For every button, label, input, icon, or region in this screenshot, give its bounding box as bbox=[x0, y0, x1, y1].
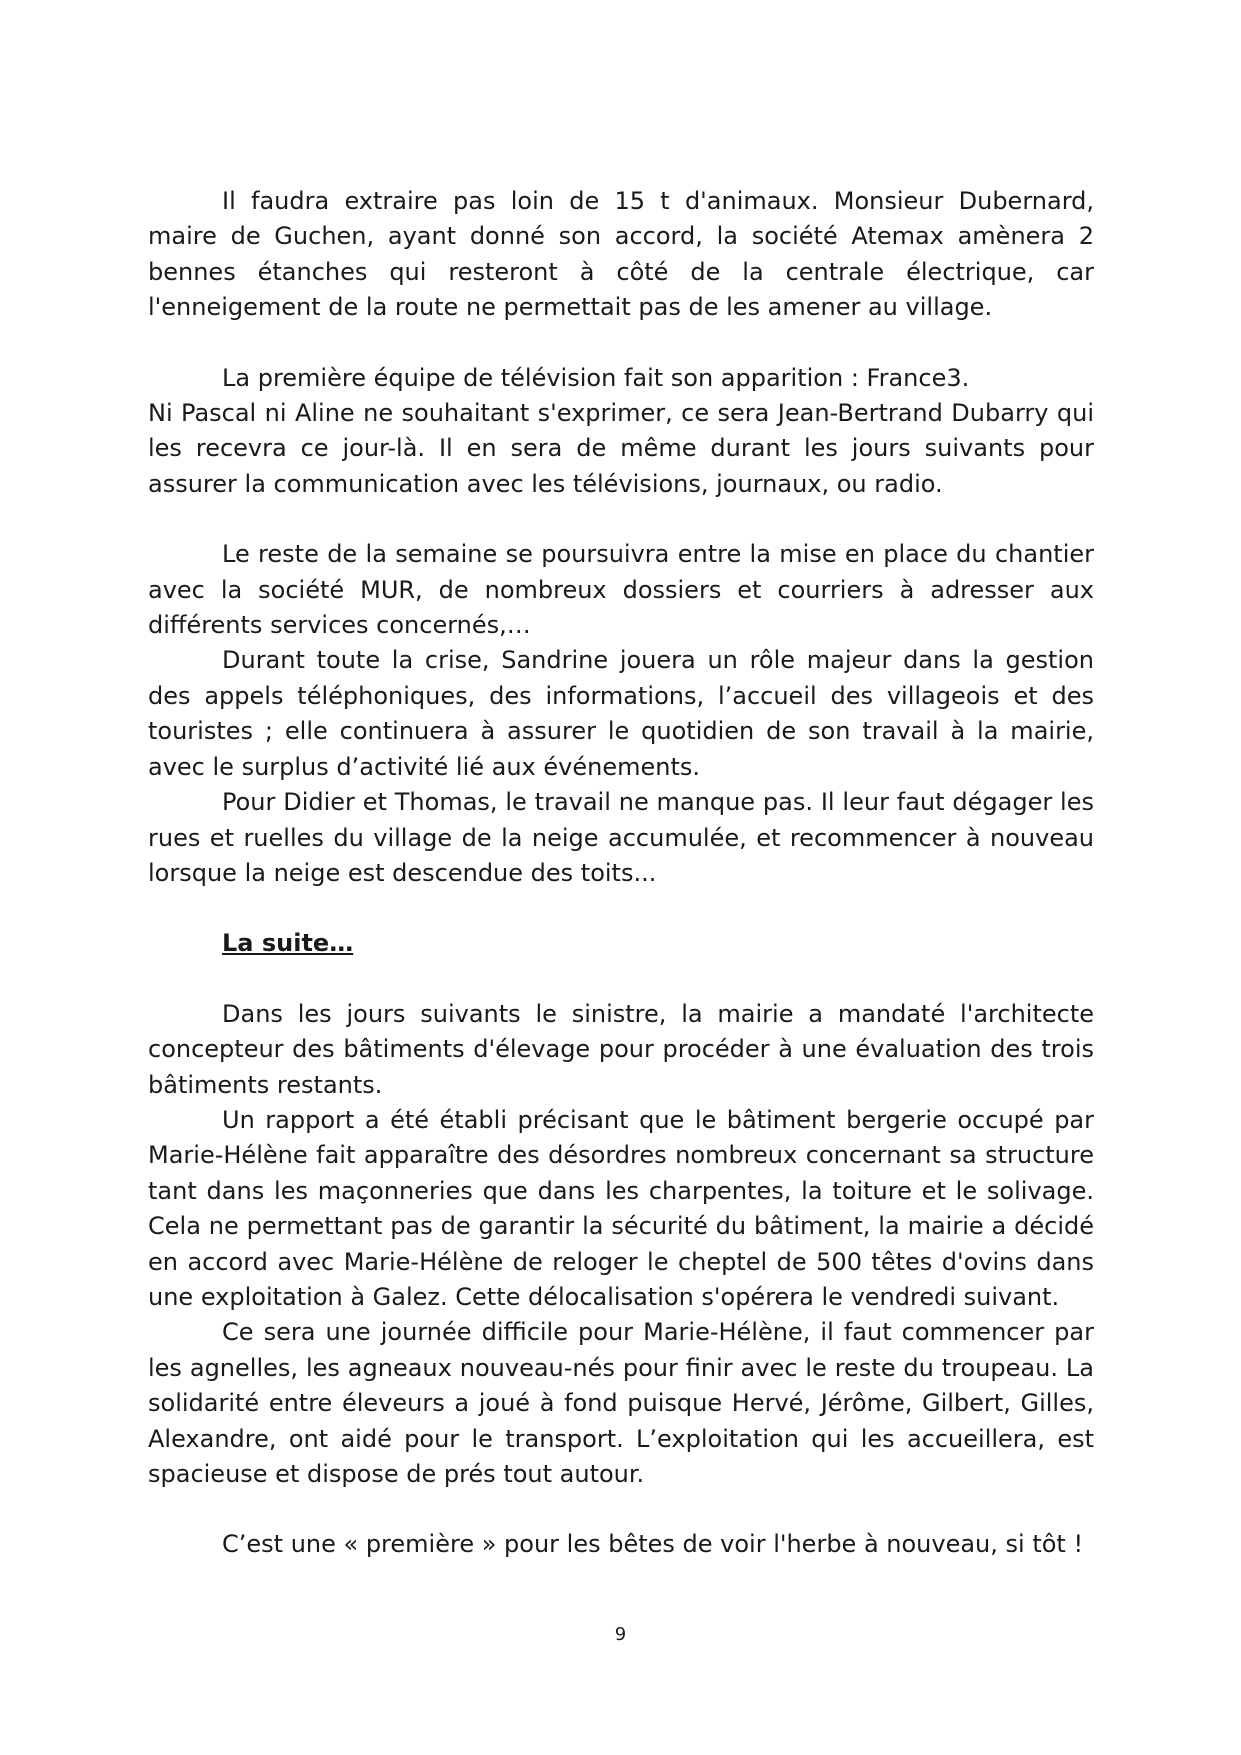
paragraph-television-crew: La première équipe de télévision fait son apparition : France3. bbox=[222, 363, 970, 392]
paragraph-difficult-day: Ce sera une journée difficile pour Marie-Hélène, il faut commencer par les agnelles, les agneaux nouveau-nés pour finir avec le reste du troupeau. La solidarité entre éleveurs a joué à fond puisque Hervé, Jérôme, Gilbert, Gilles, Alexandre, ont aidé pour le transport. L’exploitation qui les accueillera, est spacieuse et dispose de prés tout autour. bbox=[148, 1318, 1094, 1488]
paragraph-conclusion: C’est une « première » pour les bêtes de voir l'herbe à nouveau, si tôt ! bbox=[222, 1530, 1084, 1559]
paragraph-sandrine: Durant toute la crise, Sandrine jouera un rôle majeur dans la gestion des appels téléphoniques, des informations, l’accueil des villageois et des touristes ; elle continuera à assurer le quotidien de son travail à la mairie, avec le surplus d’activité lié aux événements. bbox=[148, 646, 1094, 781]
document-body bbox=[148, 184, 1094, 1563]
paragraph-rest-of-week: Le reste de la semaine se poursuivra entre la mise en place du chantier avec la société MUR, de nombreux dossiers et courriers à adresser aux différents services concernés,… bbox=[148, 540, 1094, 640]
section-heading: La suite… bbox=[222, 929, 354, 958]
paragraph-didier-thomas: Pour Didier et Thomas, le travail ne manque pas. Il leur faut dégager les rues et ruelles du village de la neige accumulée, et recommencer à nouveau lorsque la neige est descendue des toits... bbox=[148, 788, 1094, 887]
paragraph-spokesperson: Ni Pascal ni Aline ne souhaitant s'exprimer, ce sera Jean-Bertrand Dubarry qui les recevra ce jour-là. Il en sera de même durant les jours suivants pour assurer la communication avec les télévisions, journaux, ou radio. bbox=[148, 399, 1094, 498]
paragraph-extraction: Il faudra extraire pas loin de 15 t d'animaux. Monsieur Dubernard, maire de Guchen, ayant donné son accord, la société Atemax amènera 2 bennes étanches qui resteront à côté de la centrale électrique, car l'enneigement de la route ne permettait pas de les amener au village. bbox=[148, 187, 1094, 322]
paragraph-architect: Dans les jours suivants le sinistre, la mairie a mandaté l'architecte concepteur des bâtiments d'élevage pour procéder à une évaluation des trois bâtiments restants. bbox=[148, 999, 1094, 1099]
paragraph-report: Un rapport a été établi précisant que le bâtiment bergerie occupé par Marie-Hélène fait apparaître des désordres nombreux concernant sa structure tant dans les maçonneries que dans les charpentes, la toiture et le solivage. Cela ne permettant pas de garantir la sécurité du bâtiment, la mairie a décidé en accord avec Marie-Hélène de reloger le cheptel de 500 têtes d'ovins dans une exploitation à Galez. Cette délocalisation s'opérera le vendredi suivant. bbox=[148, 1105, 1094, 1311]
page-number: 9 bbox=[614, 1624, 627, 1645]
